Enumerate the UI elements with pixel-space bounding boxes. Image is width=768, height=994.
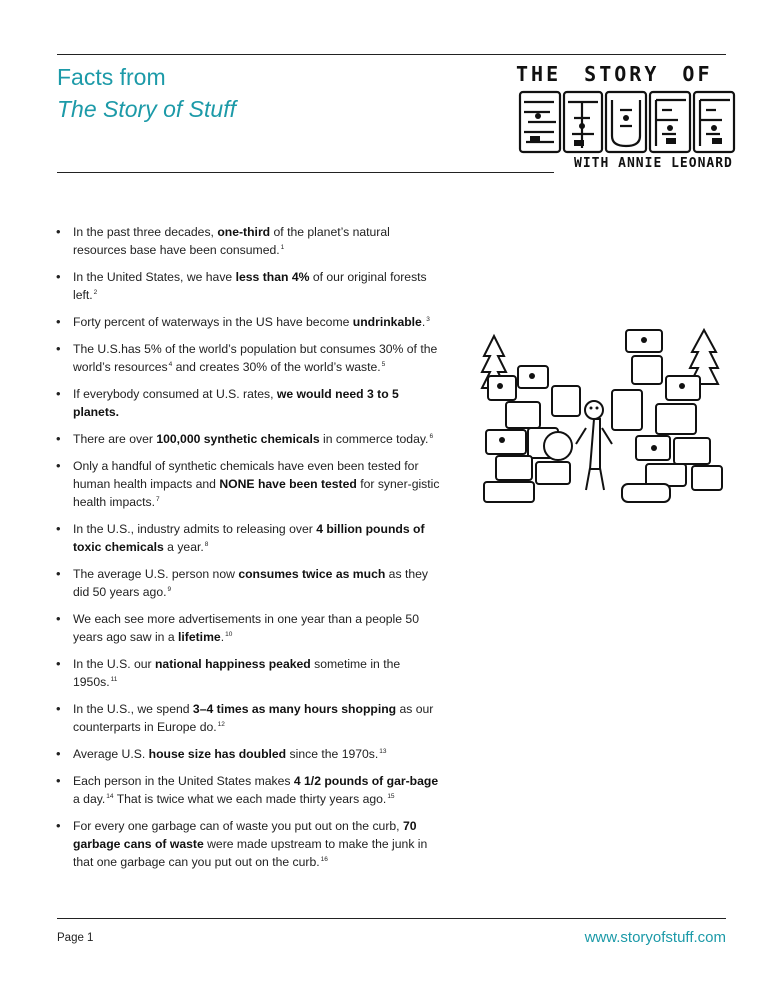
- fact-item: [56, 313, 446, 331]
- fact-text: For every one garbage can of waste you put out on the curb,: [73, 819, 403, 833]
- fact-emphasis: house size has doubled: [148, 747, 287, 761]
- fact-text: Each person in the United States makes: [73, 774, 294, 788]
- footnote-ref: 13: [379, 747, 387, 755]
- footnote-ref: 6: [429, 432, 434, 440]
- fact-text: That is twice what we each made thirty years ago.: [113, 792, 387, 806]
- fact-text: were made upstream to make the junk in that one garbage can you put out on the curb.: [73, 837, 428, 869]
- fact-text: .: [421, 315, 426, 329]
- facts-list: [56, 223, 446, 880]
- page-number: Page 1: [57, 932, 94, 944]
- footnote-ref: 10: [225, 630, 233, 638]
- fact-text: In the U.S., industry admits to releasing over: [73, 522, 317, 536]
- fact-emphasis: 3–4 times as many hours shopping: [192, 702, 397, 716]
- fact-emphasis: 4 billion pounds of toxic chemicals: [73, 522, 425, 554]
- fact-text: Average U.S.: [73, 747, 149, 761]
- logo-text-bottom: WITH ANNIE LEONARD: [574, 156, 733, 171]
- footnote-ref: 2: [93, 288, 98, 296]
- fact-text: In the past three decades,: [73, 225, 218, 239]
- fact-item: [56, 430, 446, 448]
- page-title-line1: Facts from: [57, 64, 166, 90]
- fact-text: We each see more advertisements in one year than a people 50 years ago saw in a: [73, 612, 419, 644]
- stuff-logo-graphic: [516, 88, 738, 158]
- footnote-ref: 9: [167, 585, 172, 593]
- footnote-ref: 16: [320, 855, 328, 863]
- fact-text: Only a handful of synthetic chemicals have even been tested for human health impacts and: [73, 459, 419, 491]
- fact-text: as our counterparts in Europe do.: [73, 702, 434, 734]
- stuff-pile-illustration-icon: [466, 316, 738, 506]
- fact-item: [56, 565, 446, 601]
- footnote-ref: 3: [426, 315, 430, 323]
- fact-emphasis: undrinkable: [352, 315, 422, 329]
- fact-text: since the 1970s.: [286, 747, 379, 761]
- fact-text: In the United States, we have: [73, 270, 236, 284]
- fact-text: of the planet’s natural resources base have been consumed.: [73, 225, 390, 257]
- footer-rule: [57, 918, 726, 919]
- fact-item: [56, 655, 446, 691]
- footnote-ref: 15: [387, 792, 395, 800]
- footnote-ref: 11: [110, 675, 118, 683]
- fact-item: [56, 223, 446, 259]
- top-rule: [57, 54, 726, 55]
- fact-text: as they did 50 years ago.: [73, 567, 428, 599]
- fact-emphasis: one-third: [217, 225, 271, 239]
- fact-text: a year.: [163, 540, 204, 554]
- fact-emphasis: lifetime: [178, 630, 221, 644]
- fact-text: in commerce today.: [319, 432, 429, 446]
- fact-emphasis: we would need 3 to 5 planets.: [73, 387, 399, 419]
- footnote-ref: 8: [204, 540, 209, 548]
- title-underline: [57, 172, 554, 173]
- fact-text: .: [220, 630, 225, 644]
- fact-text: In the U.S. our: [73, 657, 155, 671]
- fact-emphasis: 100,000 synthetic chemicals: [156, 432, 320, 446]
- fact-emphasis: consumes twice as much: [238, 567, 386, 581]
- fact-text: In the U.S., we spend: [73, 702, 193, 716]
- fact-item: [56, 520, 446, 556]
- fact-item: [56, 817, 446, 871]
- story-of-stuff-logo: [516, 62, 738, 178]
- fact-text: There are over: [73, 432, 157, 446]
- footnote-ref: 5: [381, 360, 386, 368]
- website-link[interactable]: www.storyofstuff.com: [584, 929, 726, 946]
- fact-item: [56, 457, 446, 511]
- fact-text: The U.S.has 5% of the world’s population but consumes 30% of the world’s resources: [73, 342, 438, 374]
- fact-emphasis: national happiness peaked: [154, 657, 311, 671]
- footnote-ref: 4: [168, 360, 173, 368]
- fact-emphasis: 70 garbage cans of waste: [73, 819, 417, 851]
- footnote-ref: 12: [217, 720, 225, 728]
- logo-text-top: THE STORY OF: [516, 62, 713, 86]
- fact-item: [56, 772, 446, 808]
- fact-text: for syner-gistic health impacts.: [73, 477, 440, 509]
- footnote-ref: 14: [106, 792, 114, 800]
- fact-emphasis: NONE have been tested: [219, 477, 357, 491]
- fact-item: [56, 610, 446, 646]
- footnote-ref: 1: [280, 243, 285, 251]
- fact-text: The average U.S. person now: [73, 567, 239, 581]
- fact-item: [56, 385, 446, 421]
- page-title-line2: The Story of Stuff: [57, 96, 236, 122]
- fact-text: a day.: [73, 792, 106, 806]
- fact-text: Forty percent of waterways in the US have become: [73, 315, 353, 329]
- fact-text: of our original forests left.: [73, 270, 427, 302]
- fact-item: [56, 268, 446, 304]
- fact-emphasis: 4 1/2 pounds of gar-bage: [293, 774, 439, 788]
- fact-item: [56, 340, 446, 376]
- fact-text: and creates 30% of the world’s waste.: [172, 360, 381, 374]
- fact-text: If everybody consumed at U.S. rates,: [73, 387, 277, 401]
- fact-text: sometime in the 1950s.: [73, 657, 401, 689]
- fact-emphasis: less than 4%: [235, 270, 310, 284]
- fact-item: [56, 700, 446, 736]
- fact-item: [56, 745, 446, 763]
- footnote-ref: 7: [155, 495, 160, 503]
